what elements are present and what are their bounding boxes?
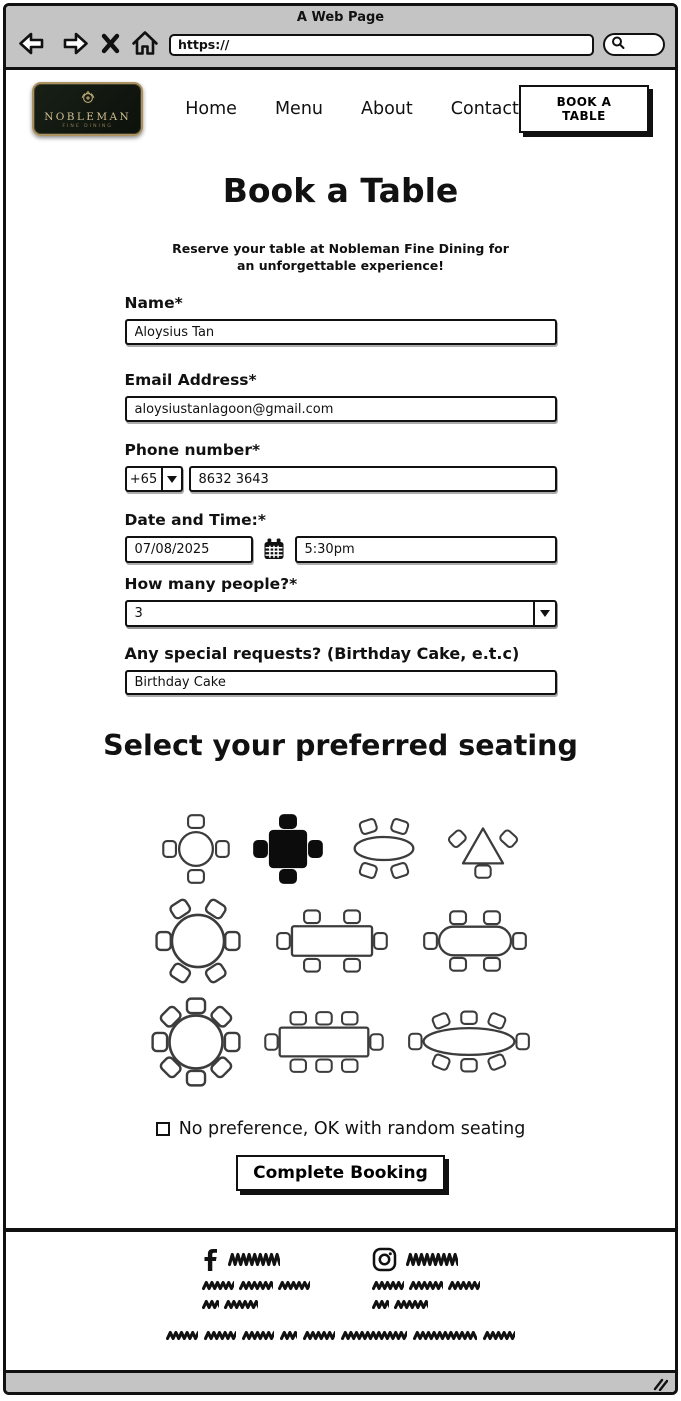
back-arrow-icon [16,30,49,60]
logo-name: NOBLEMAN [44,110,132,123]
forward-button[interactable] [58,30,91,60]
logo-tagline: FINE DINING [62,123,113,129]
resize-grip-icon[interactable] [653,1376,668,1395]
back-button[interactable] [16,30,49,60]
placeholder-text [228,1252,280,1267]
time-input[interactable] [295,536,557,563]
calendar-icon[interactable] [262,537,286,562]
home-button[interactable] [130,29,160,60]
site-header [32,82,649,136]
seat-option-round-table-8-seats[interactable] [149,995,243,1089]
seating-row [160,811,522,887]
page-subtitle: Reserve your table at Nobleman Fine Dining for an unforgettable experience! [172,241,509,273]
phone-input[interactable] [189,466,557,492]
chevron-down-icon [533,602,555,625]
seating-options-grid [6,811,675,1089]
people-label: How many people?* [124,575,298,594]
search-icon [610,35,626,55]
country-code-value: +65 [129,471,158,487]
no-preference-row [6,1119,675,1139]
name-input[interactable] [125,319,557,345]
phone-label: Phone number* [124,441,261,460]
seat-option-oval-table-4-seats[interactable] [344,815,424,882]
placeholder-text [406,1252,458,1267]
nav-home[interactable]: Home [185,99,237,119]
people-select[interactable] [125,600,557,627]
facebook-icon[interactable] [202,1246,219,1272]
nav-menu[interactable]: Menu [274,99,324,119]
placeholder-text-line [202,1280,310,1291]
instagram-icon[interactable] [372,1247,397,1272]
site-logo[interactable] [32,82,143,136]
browser-toolbar [16,29,665,60]
browser-window [3,3,678,1395]
placeholder-text-line [372,1299,480,1310]
no-preference-label: No preference, OK with random seating [178,1118,526,1139]
email-input[interactable] [125,396,557,422]
url-bar[interactable] [169,34,594,56]
nav-contact[interactable]: Contact [450,99,519,119]
people-value: 3 [134,606,143,622]
complete-booking-button[interactable]: Complete Booking [236,1155,445,1191]
browser-titlebar [6,6,675,70]
requests-input[interactable] [125,670,557,695]
close-x-icon [100,31,121,59]
page-title: Book a Table [222,171,459,210]
requests-label: Any special requests? (Birthday Cake, e.t.c) [124,644,520,664]
seat-option-rounded-table-6-seats[interactable] [421,908,529,974]
seating-row [149,995,533,1089]
page-content [6,70,675,1370]
date-input[interactable] [125,536,253,563]
seat-option-round-table-6-seats[interactable] [153,897,243,985]
crest-icon [79,90,97,109]
seat-option-oval-table-8-seats[interactable] [405,1009,533,1074]
seat-option-square-table-4-seats[interactable] [252,811,324,887]
search-button[interactable] [603,33,665,56]
seating-heading: Select your preferred seating [103,729,578,763]
datetime-label: Date and Time:* [124,511,266,530]
seat-option-rectangle-table-6-seats[interactable] [273,906,391,976]
seat-option-round-table-4-seats[interactable] [160,811,232,887]
window-title: A Web Page [296,10,385,25]
browser-statusbar [6,1370,675,1392]
booking-form [125,294,557,695]
name-label: Name* [124,294,183,313]
main-nav [185,99,519,119]
no-preference-checkbox[interactable] [156,1122,170,1136]
placeholder-text-line [202,1299,310,1310]
book-a-table-button[interactable]: BOOK A TABLE [519,85,649,133]
seat-option-triangle-table-3-seats[interactable] [444,817,522,881]
footer-instagram-column [372,1246,480,1310]
seating-row [153,897,529,985]
home-icon [130,29,160,60]
close-button[interactable] [100,31,121,59]
email-label: Email Address* [124,371,257,390]
url-text: https:// [178,37,230,52]
nav-about[interactable]: About [361,99,413,119]
placeholder-text-line [372,1280,480,1291]
site-footer [6,1228,675,1370]
country-code-select[interactable] [125,466,183,492]
seat-option-rectangle-table-8-seats[interactable] [261,1008,387,1076]
chevron-down-icon [161,468,181,490]
footer-facebook-column [202,1246,310,1310]
placeholder-text-line [6,1330,675,1341]
forward-arrow-icon [58,30,91,60]
